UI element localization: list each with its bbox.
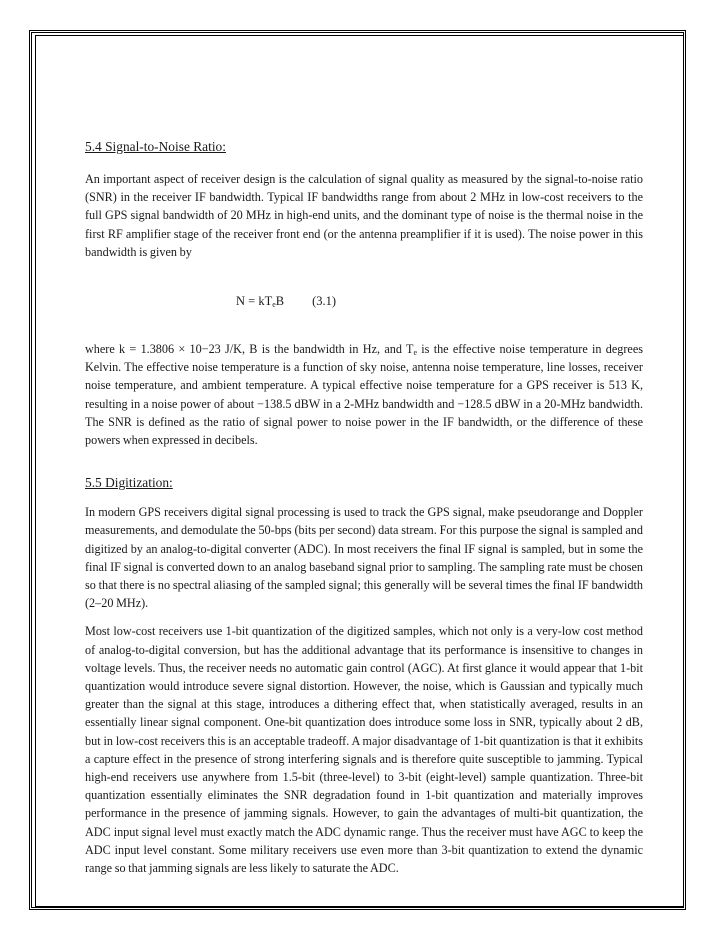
paragraph-snr-intro-text: An important aspect of receiver design is the calculation of signal quality as measured by the signal-to-noise ratio (SNR) in the receiver IF bandwidth. Typical IF bandwidths range from about 2 MHz in low-cost receivers to the full GPS signal bandwidth of 20 MHz in high-end units, and the dominant type of noise is the thermal noise in the first RF amplifier stage of the receiver front end (or the antenna preamplifier if it is used). The noise power in this bandwidth is given by [85, 172, 643, 259]
paragraph-quantization: Most low-cost receivers use 1-bit quantization of the digitized samples, which not only is a very-low cost method of analog-to-digital conversion, but has the additional advantage that its performance is insensitive to changes in voltage levels. Thus, the receiver needs no automatic gain control (AGC). At first glance it would appear that 1-bit quantization would introduce severe signal distortion. However, the noise, which is Gaussian and typically much greater than the signal at this stage, introduces a dithering effect that, when statistically averaged, results in an essentially linear signal component. One-bit quantization does introduce some loss in SNR, typically about 2 dB, but in low-cost receivers this is an acceptable tradeoff. A major disadvantage of 1-bit quantization is that it exhibits a capture effect in the presence of strong interfering signals and is therefore quite susceptible to jamming. Typical high-end receivers use anywhere from 1.5-bit (three-level) to 3-bit (eight-level) sample quantization. Three-bit quantization essentially eliminates the SNR degradation found in 1-bit quantization and materially improves performance in the presence of jamming signals. However, to gain the advantages of multi-bit quantization, the ADC input signal level must exactly match the ADC dynamic range. Thus the receiver must have AGC to keep the ADC input level constant. Some military receivers use even more than 3-bit quantization to extend the dynamic range so that jamming signals are less likely to saturate the ADC. [85, 624, 643, 876]
section-heading-digitization: 5.5 Digitization: [85, 475, 173, 491]
paragraph-snr-definition-start: where k = 1.3806 × 10−23 J/K, B is the bandwidth in Hz, and T [85, 342, 414, 357]
equation-noise-power [85, 292, 643, 310]
paragraph-snr-intro [85, 170, 643, 261]
equation-number: (3.1) [312, 294, 337, 309]
equation-rhs: B [275, 294, 285, 309]
paragraph-snr-definition-sub: e [413, 348, 417, 358]
paragraph-snr-definition [85, 340, 643, 449]
paragraph-digitization-intro: In modern GPS receivers digital signal processing is used to track the GPS signal, make pseudorange and Doppler measurements, and demodulate the 50-bps (bits per second) data stream. For this purpose the signal is sampled and digitized by an analog-to-digital converter (ADC). In most receivers the final IF signal is sampled, but in some the final IF signal is converted down to an analog baseband signal prior to sampling. The sampling rate must be chosen so that there is no spectral aliasing of the sampled signal; this generally will be several times the final IF bandwidth (2–20 MHz). [85, 505, 643, 611]
equation-lhs: N = kT [236, 294, 273, 309]
paragraph-snr-definition-end: is the effective noise temperature in degrees Kelvin. The effective noise temperature is a function of sky noise, antenna noise temperature, line losses, receiver noise temperature, and ambient temperature. A typical effective noise temperature for a GPS receiver is 513 K, resulting in a noise power of about −138.5 dBW in a 2-MHz bandwidth and −128.5 dBW in a 20-MHz bandwidth. The SNR is defined as the ratio of signal power to noise power in the IF bandwidth, or the difference of these powers when expressed in decibels. [85, 342, 643, 448]
section-heading-snr: 5.4 Signal-to-Noise Ratio: [85, 139, 226, 154]
page-content [85, 138, 643, 877]
equation-subscript: e [272, 300, 276, 310]
